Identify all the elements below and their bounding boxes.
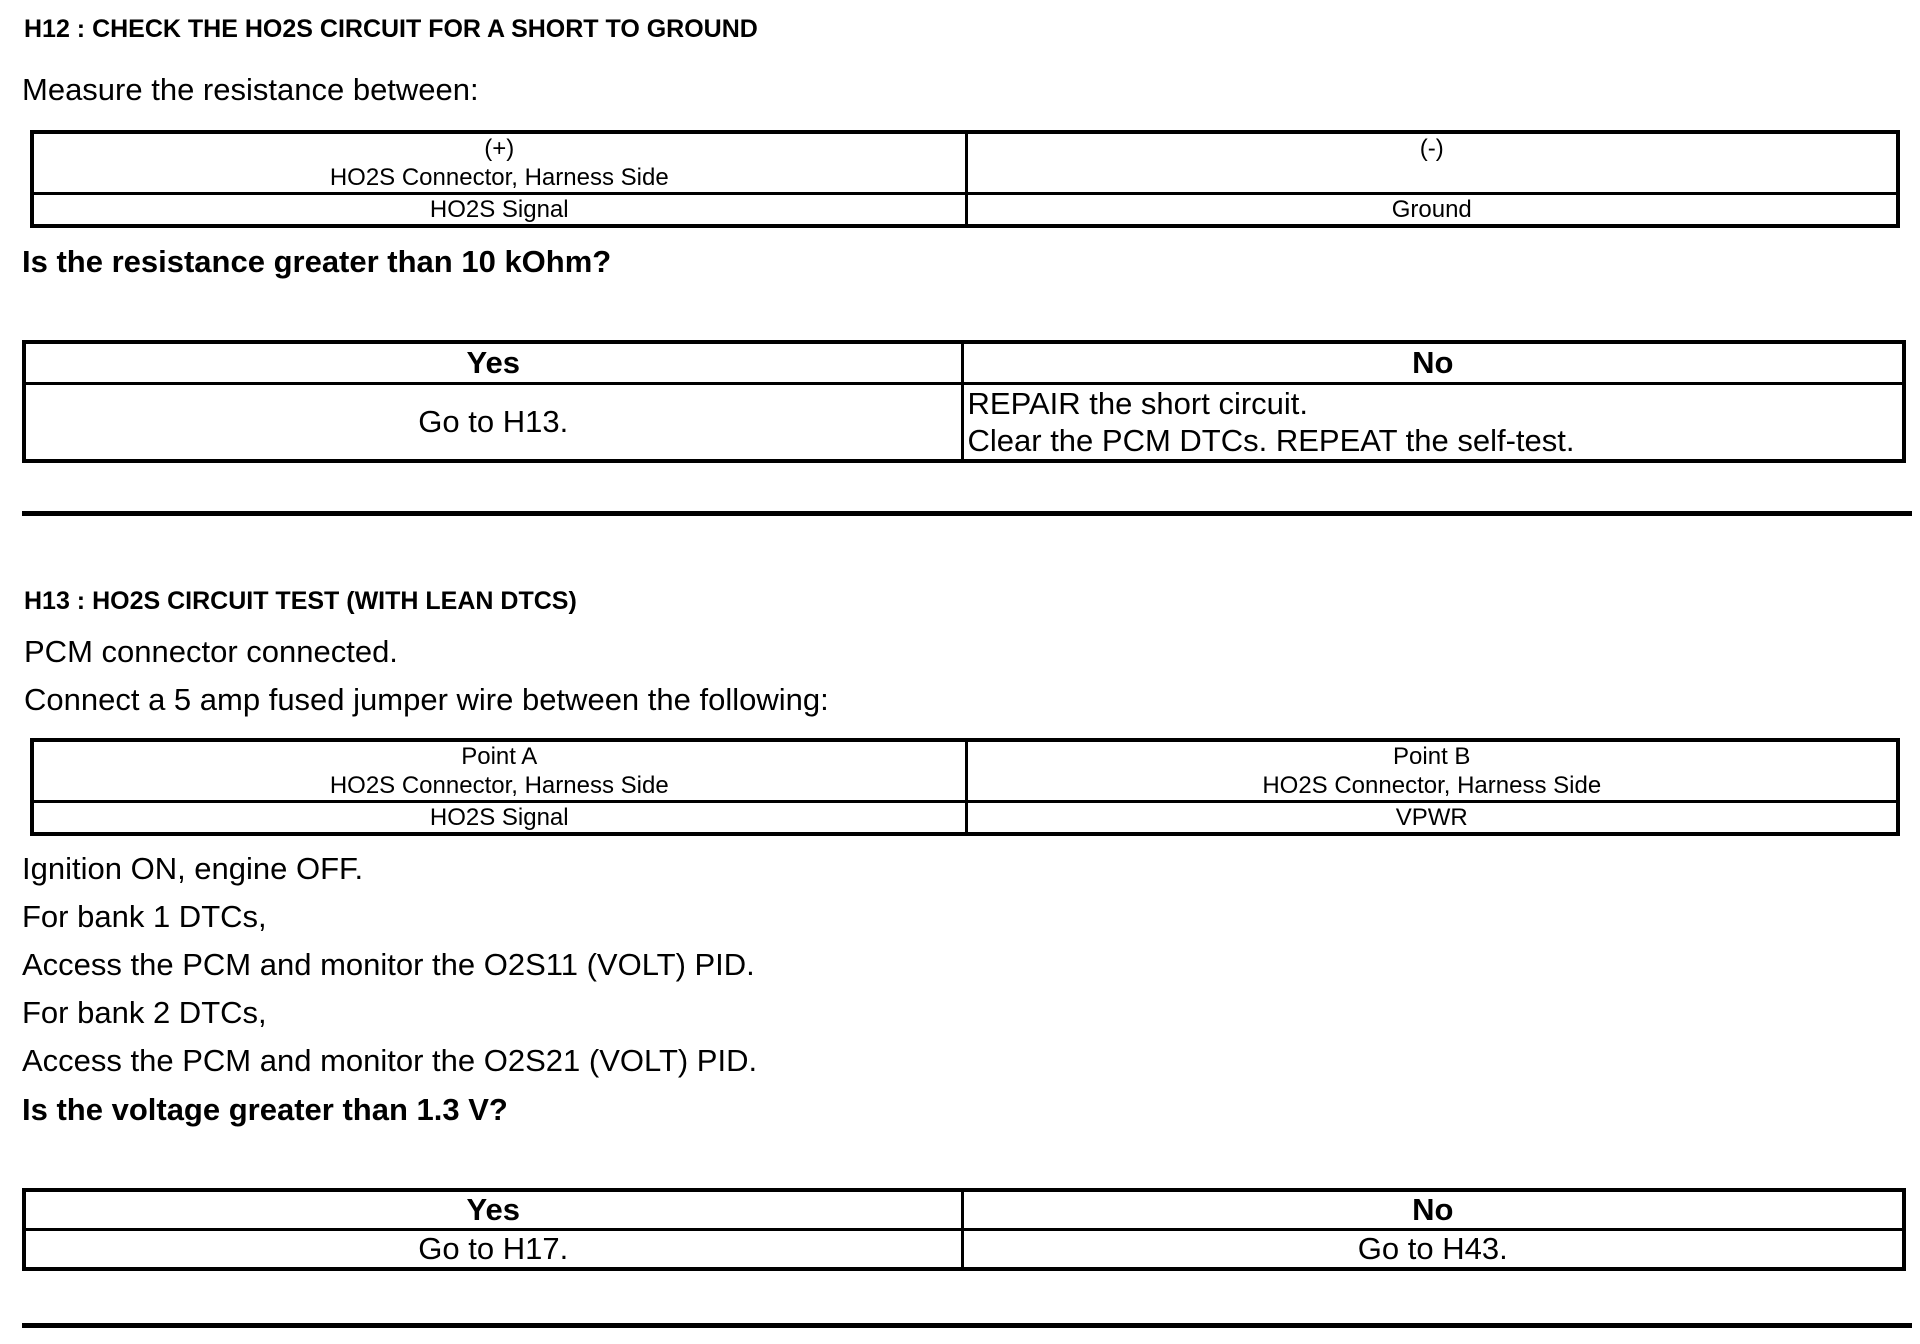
h13-point-b-label: Point B [1393, 743, 1471, 770]
h13-answer-table [22, 1188, 1906, 1271]
h13-question: Is the voltage greater than 1.3 V? [22, 1092, 508, 1127]
h12-answer-table [22, 340, 1906, 463]
h13-no-action: Go to H43. [962, 1230, 1904, 1270]
h12-no-action-line1: REPAIR the short circuit. [967, 385, 1309, 421]
h13-yes-header: Yes [24, 1190, 962, 1230]
h13-point-a-value: HO2S Signal [32, 802, 966, 835]
h12-measure-table [30, 130, 1900, 228]
h12-measure-minus-header [966, 132, 1898, 194]
section-divider [22, 511, 1912, 516]
h12-intro: Measure the resistance between: [22, 72, 479, 107]
h12-measure-plus-value: HO2S Signal [32, 194, 966, 227]
h13-step: Ignition ON, engine OFF. [22, 851, 364, 886]
h12-measure-minus-label: (-) [1419, 135, 1444, 162]
h13-point-a-label: Point A [461, 743, 538, 770]
h13-yes-action: Go to H17. [24, 1230, 962, 1270]
h13-step: For bank 2 DTCs, [22, 995, 267, 1030]
h12-yes-action: Go to H13. [24, 383, 962, 461]
h12-no-action [962, 383, 1904, 461]
h12-no-header: No [962, 342, 1904, 383]
h13-point-a-header [32, 740, 966, 802]
h13-point-b-header [966, 740, 1898, 802]
h12-measure-plus-header [32, 132, 966, 194]
h13-line2: Connect a 5 amp fused jumper wire between the following: [24, 682, 829, 717]
h13-step: For bank 1 DTCs, [22, 899, 267, 934]
h12-question: Is the resistance greater than 10 kOhm? [22, 244, 612, 279]
h13-point-a-connector: HO2S Connector, Harness Side [329, 772, 669, 799]
h12-measure-minus-value: Ground [966, 194, 1898, 227]
h12-measure-plus-label: (+) [484, 135, 515, 162]
h13-heading: H13 : HO2S CIRCUIT TEST (WITH LEAN DTCS) [24, 587, 577, 615]
h13-jumper-table [30, 738, 1900, 836]
h13-point-b-value: VPWR [966, 802, 1898, 835]
h12-no-action-line2: Clear the PCM DTCs. REPEAT the self-test. [967, 422, 1575, 458]
h12-yes-header: Yes [24, 342, 962, 383]
h13-point-b-connector: HO2S Connector, Harness Side [1262, 772, 1602, 799]
h13-no-header: No [962, 1190, 1904, 1230]
h13-line1: PCM connector connected. [24, 634, 398, 669]
h12-heading: H12 : CHECK THE HO2S CIRCUIT FOR A SHORT TO GROUND [24, 15, 758, 43]
h13-step: Access the PCM and monitor the O2S21 (VOLT) PID. [22, 1043, 758, 1078]
h13-step: Access the PCM and monitor the O2S11 (VOLT) PID. [22, 947, 755, 982]
section-divider [22, 1323, 1912, 1328]
h12-measure-plus-connector: HO2S Connector, Harness Side [329, 164, 669, 191]
